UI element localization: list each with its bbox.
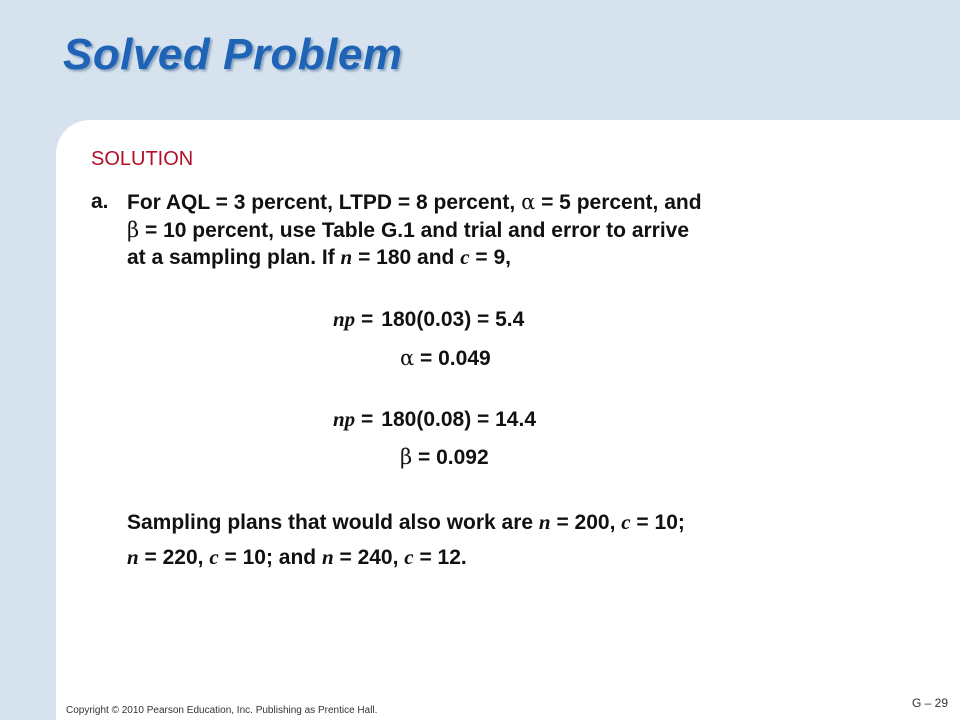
text-segment: = 10; and — [218, 546, 322, 569]
text-segment: = 9, — [469, 246, 511, 269]
variable-n: n — [538, 510, 551, 534]
section-heading: SOLUTION — [91, 148, 194, 170]
text-segment: = 10 percent, use Table G.1 and trial and error to arrive — [139, 218, 690, 242]
text-segment: = 220, — [138, 546, 210, 569]
equation-np-1 — [333, 307, 524, 332]
statement-line-1 — [127, 189, 887, 217]
copyright-notice: Copyright © 2010 Pearson Education, Inc. Publishing as Prentice Hall. — [66, 705, 378, 716]
equation-beta — [400, 445, 489, 470]
alternative-plans — [127, 505, 685, 575]
closing-line-1 — [127, 505, 685, 540]
np-label: np — [333, 407, 356, 431]
variable-c: c — [460, 245, 470, 269]
text-segment: = 12. — [413, 546, 467, 569]
text-segment: Sampling plans that would also work are — [127, 511, 539, 534]
text-segment: For AQL = 3 percent, LTPD = 8 percent, — [127, 191, 522, 214]
statement-line-2 — [127, 217, 887, 245]
text-segment: = 200, — [550, 511, 622, 534]
alpha-symbol: α — [400, 346, 415, 370]
beta-symbol: β — [127, 217, 140, 242]
variable-c: c — [621, 510, 631, 534]
beta-symbol: β — [400, 445, 413, 469]
variable-n: n — [127, 545, 139, 569]
statement-line-3 — [127, 244, 887, 272]
equation-value: 180(0.08) = 14.4 — [381, 408, 536, 431]
variable-n: n — [321, 545, 334, 569]
variable-c: c — [209, 545, 219, 569]
equation-alpha — [400, 346, 491, 371]
equation-value: 180(0.03) = 5.4 — [381, 308, 525, 331]
variable-n: n — [340, 245, 353, 269]
equation-value: = 0.049 — [414, 347, 491, 370]
slide-title: Solved Problem — [63, 30, 403, 79]
equation-value: = 0.092 — [412, 446, 489, 469]
equals-sign: = — [355, 308, 374, 331]
statement-body — [127, 189, 887, 272]
alpha-symbol: α — [521, 190, 536, 214]
text-segment: at a sampling plan. If — [127, 246, 341, 269]
text-segment: = 5 percent, and — [535, 191, 702, 214]
text-segment: = 240, — [333, 546, 405, 569]
equation-np-2 — [333, 407, 536, 432]
equals-sign: = — [355, 408, 374, 431]
np-label: np — [333, 307, 356, 331]
variable-c: c — [404, 545, 414, 569]
page-number: G – 29 — [911, 696, 948, 710]
text-segment: = 180 and — [352, 246, 461, 269]
item-label: a. — [91, 190, 109, 213]
closing-line-2 — [127, 540, 685, 575]
text-segment: = 10; — [630, 511, 685, 534]
